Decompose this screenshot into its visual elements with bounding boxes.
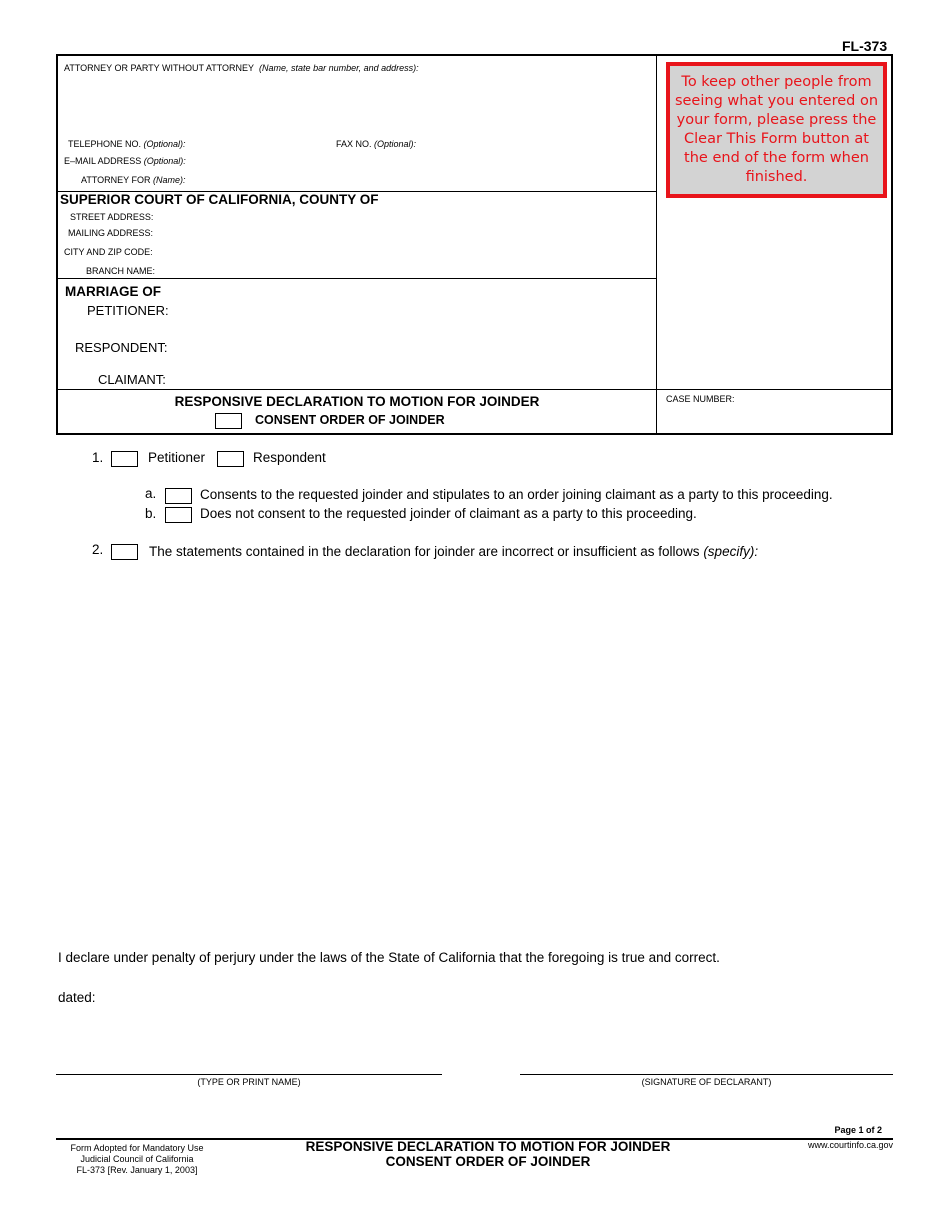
footer-adoption bbox=[62, 1143, 212, 1176]
consent-order-checkbox[interactable] bbox=[215, 413, 242, 429]
respondent-checkbox[interactable] bbox=[217, 451, 244, 467]
claimant-label: CLAIMANT: bbox=[98, 372, 166, 387]
case-number-field[interactable] bbox=[666, 406, 888, 430]
attorney-for-field[interactable] bbox=[194, 173, 650, 187]
item1a-text: Consents to the requested joinder and stipulates to an order joining claimant as a party to this proceeding. bbox=[200, 487, 833, 502]
item2-text: The statements contained in the declaration for joinder are incorrect or insufficient as follows (specify): bbox=[149, 544, 759, 559]
print-name-line bbox=[56, 1074, 442, 1075]
branch-name-field[interactable] bbox=[162, 264, 650, 278]
respondent-label: RESPONDENT: bbox=[75, 340, 168, 355]
clear-form-notice: To keep other people from seeing what you entered on your form, please press the Clear This Form button at the end of the form when finished. bbox=[666, 62, 887, 198]
email-field[interactable] bbox=[194, 154, 650, 168]
footer-title bbox=[240, 1139, 736, 1169]
footer-adoption-line3: FL-373 [Rev. January 1, 2003] bbox=[76, 1165, 198, 1175]
attorney-label: ATTORNEY OR PARTY WITHOUT ATTORNEY (Name, state bar number, and address): bbox=[64, 63, 419, 73]
respondent-field[interactable] bbox=[170, 338, 650, 356]
declaration-text: I declare under penalty of perjury under the laws of the State of California that the foregoing is true and correct. bbox=[58, 950, 720, 965]
item1b-checkbox[interactable] bbox=[165, 507, 192, 523]
item1b-text: Does not consent to the requested joinder of claimant as a party to this proceeding. bbox=[200, 506, 697, 521]
petitioner-checkbox[interactable] bbox=[111, 451, 138, 467]
document-subtitle: CONSENT ORDER OF JOINDER bbox=[255, 413, 445, 427]
street-address-label: STREET ADDRESS: bbox=[70, 212, 154, 222]
signature-label: (SIGNATURE OF DECLARANT) bbox=[641, 1077, 772, 1087]
item2-specify-field[interactable] bbox=[90, 566, 890, 936]
city-zip-field[interactable] bbox=[162, 245, 650, 259]
signature-field[interactable] bbox=[520, 1050, 893, 1072]
county-field[interactable] bbox=[392, 191, 650, 207]
print-name-label: (TYPE OR PRINT NAME) bbox=[197, 1077, 301, 1087]
fax-field[interactable] bbox=[422, 137, 650, 151]
telephone-field[interactable] bbox=[192, 137, 332, 151]
respondent-option: Respondent bbox=[253, 450, 326, 465]
item2-checkbox[interactable] bbox=[111, 544, 138, 560]
item1b-letter: b. bbox=[145, 506, 157, 521]
date-field[interactable] bbox=[100, 988, 400, 1006]
street-address-field[interactable] bbox=[162, 210, 650, 224]
city-zip-label: CITY AND ZIP CODE: bbox=[64, 247, 153, 257]
attorney-field[interactable] bbox=[62, 76, 652, 132]
footer-adoption-line1: Form Adopted for Mandatory Use bbox=[70, 1143, 204, 1153]
mailing-address-field[interactable] bbox=[162, 226, 650, 240]
marriage-of-title: MARRIAGE OF bbox=[65, 284, 161, 299]
footer-title-line2: CONSENT ORDER OF JOINDER bbox=[385, 1154, 591, 1169]
rule-case bbox=[58, 389, 893, 390]
petitioner-label: PETITIONER: bbox=[87, 303, 169, 318]
print-name-field[interactable] bbox=[56, 1050, 442, 1072]
caption-divider bbox=[656, 56, 657, 435]
item1a-letter: a. bbox=[145, 486, 157, 501]
page-number: Page 1 of 2 bbox=[834, 1125, 882, 1135]
dated-label: dated: bbox=[58, 990, 96, 1005]
footer-title-line1: RESPONSIVE DECLARATION TO MOTION FOR JOINDER bbox=[305, 1139, 671, 1154]
fax-label: FAX NO. (Optional): bbox=[336, 139, 417, 149]
telephone-label: TELEPHONE NO. (Optional): bbox=[68, 139, 186, 149]
petitioner-option: Petitioner bbox=[148, 450, 206, 465]
rule-court bbox=[58, 278, 656, 279]
branch-name-label: BRANCH NAME: bbox=[86, 266, 156, 276]
case-number-label: CASE NUMBER: bbox=[666, 394, 735, 404]
form-id: FL-373 bbox=[842, 38, 888, 54]
item1-number: 1. bbox=[92, 450, 104, 465]
document-title: RESPONSIVE DECLARATION TO MOTION FOR JOINDER bbox=[174, 394, 540, 409]
footer-adoption-line2: Judicial Council of California bbox=[80, 1154, 194, 1164]
mailing-address-label: MAILING ADDRESS: bbox=[68, 228, 154, 238]
attorney-for-label: ATTORNEY FOR (Name): bbox=[81, 175, 186, 185]
item2-number: 2. bbox=[92, 542, 104, 557]
signature-line bbox=[520, 1074, 893, 1075]
court-title: SUPERIOR COURT OF CALIFORNIA, COUNTY OF bbox=[60, 192, 379, 207]
footer-website[interactable]: www.courtinfo.ca.gov bbox=[807, 1140, 893, 1150]
email-label: E–MAIL ADDRESS (Optional): bbox=[64, 156, 186, 166]
petitioner-field[interactable] bbox=[170, 301, 650, 319]
claimant-field[interactable] bbox=[170, 370, 650, 388]
item1a-checkbox[interactable] bbox=[165, 488, 192, 504]
